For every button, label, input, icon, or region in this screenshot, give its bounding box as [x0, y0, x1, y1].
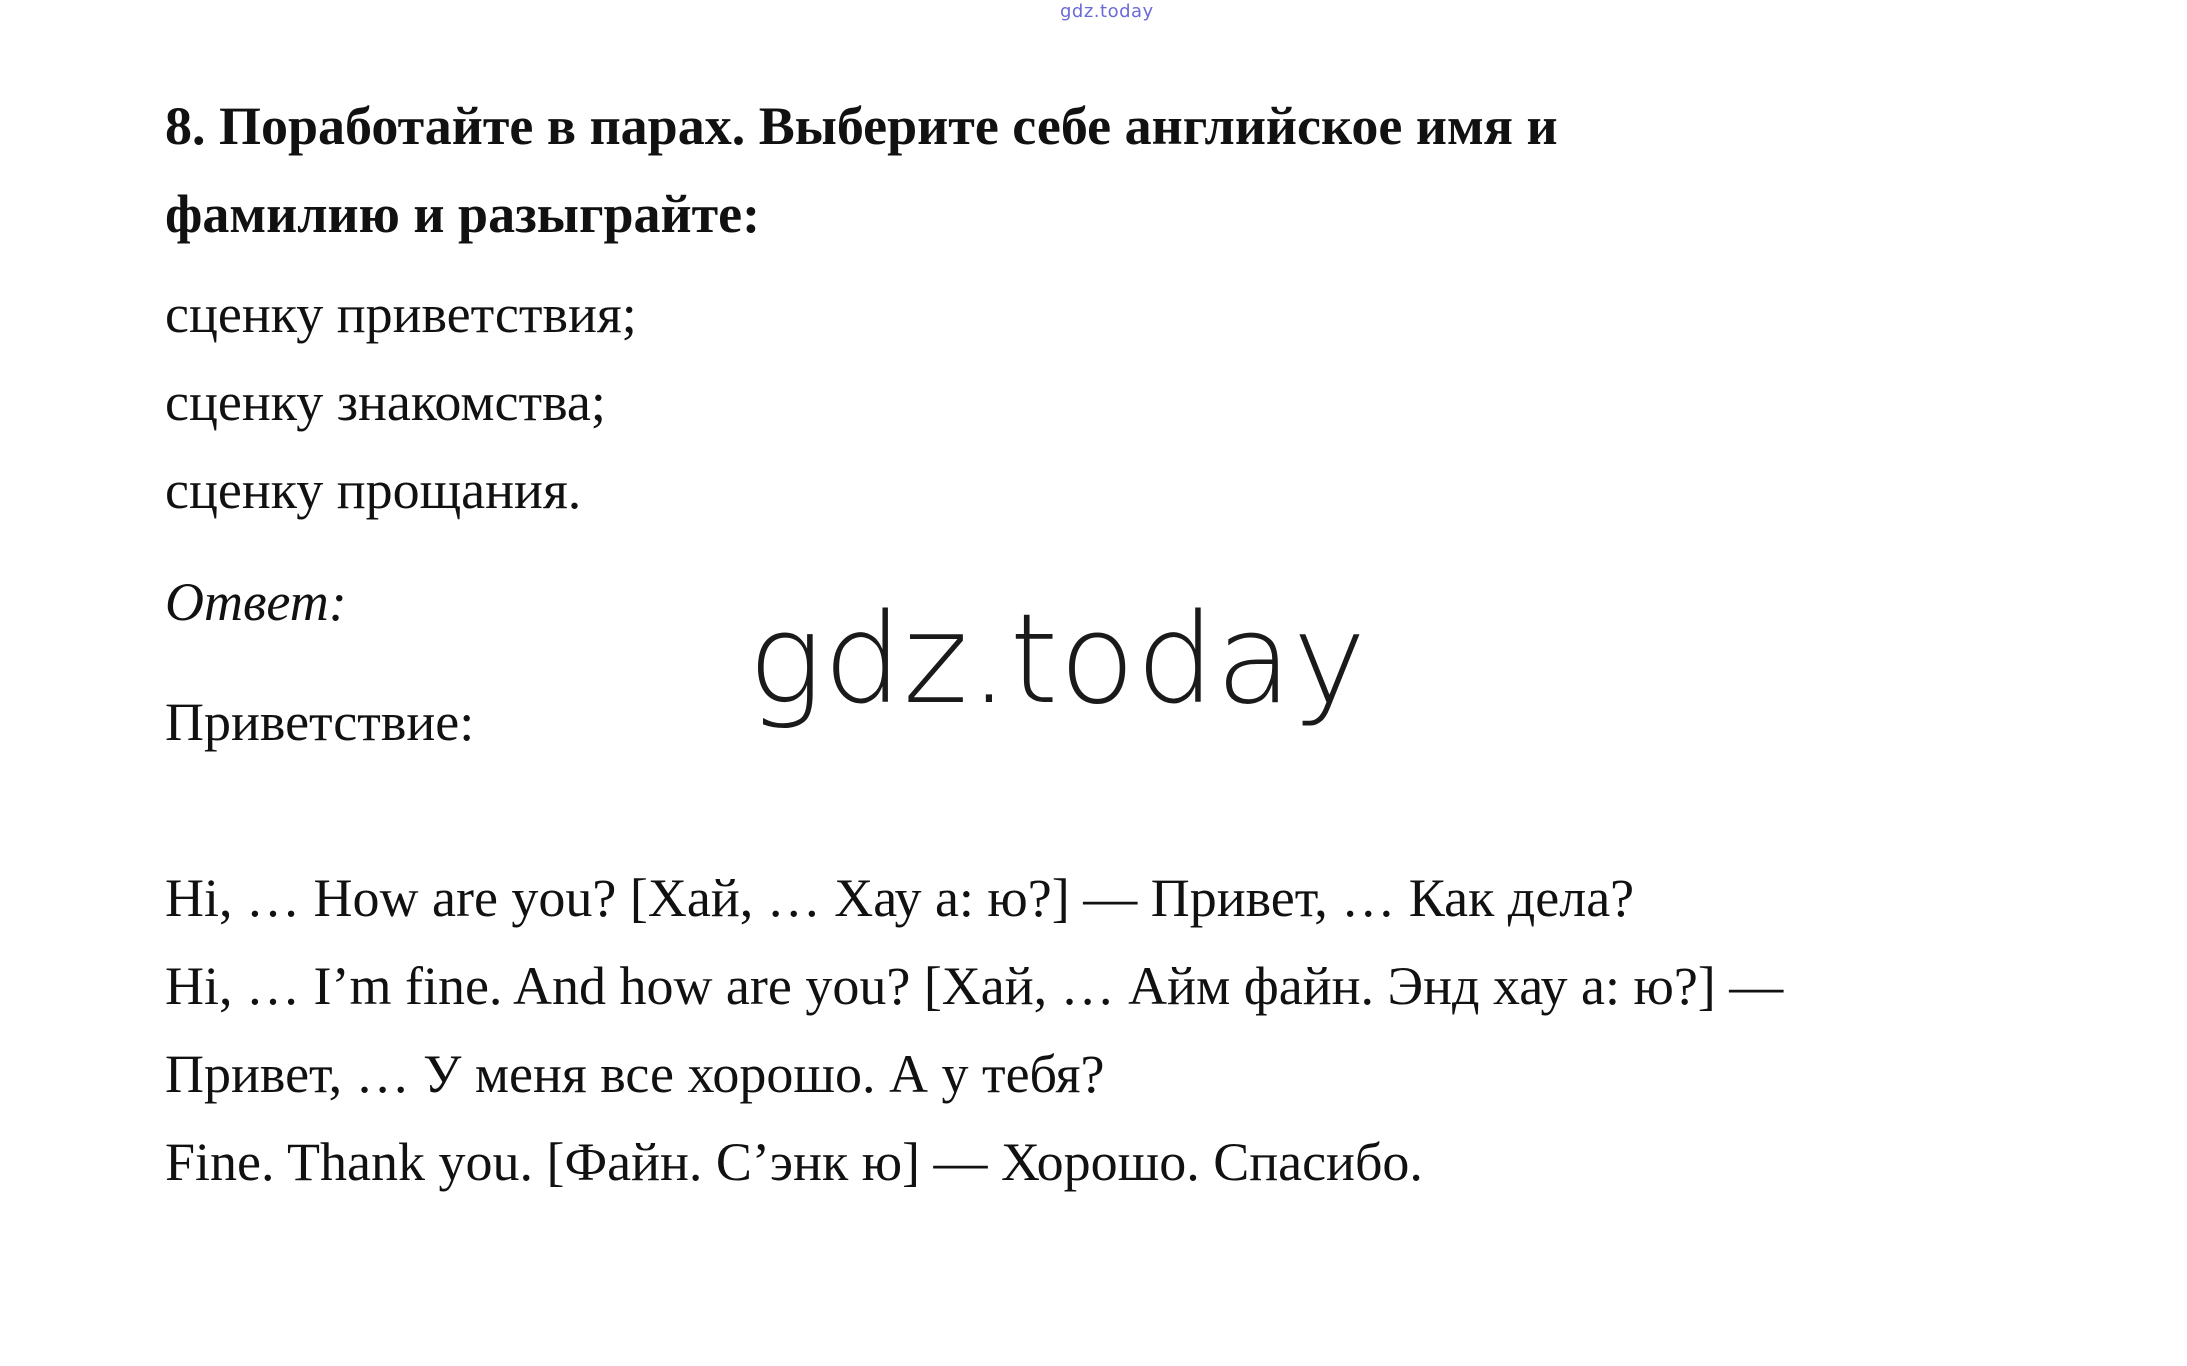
task-heading	[165, 82, 2145, 258]
answer-label: Ответ:	[165, 572, 347, 632]
watermark-large: gdz.today	[748, 588, 1368, 732]
task-item: сценку прощания.	[165, 460, 582, 520]
dialog-line: Привет, … У меня все хорошо. А у тебя?	[165, 1044, 1105, 1104]
task-heading-line-1: 8. Поработайте в парах. Выберите себе английское имя и	[165, 96, 1558, 156]
task-item: сценку приветствия;	[165, 284, 637, 344]
task-heading-line-2: фамилию и разыграйте:	[165, 184, 761, 244]
task-item: сценку знакомства;	[165, 372, 606, 432]
watermark-small: gdz.today	[1060, 1, 1154, 22]
dialog	[165, 854, 2145, 1206]
dialog-line: Fine. Thank you. [Файн. С’энк ю] — Хорошо. Спасибо.	[165, 1132, 1423, 1192]
dialog-line: Hi, … I’m fine. And how are you? [Хай, … Айм файн. Энд хау а: ю?] —	[165, 956, 1784, 1016]
dialog-line: Hi, … How are you? [Хай, … Хау а: ю?] — Привет, … Как дела?	[165, 868, 1635, 928]
task-items	[165, 270, 2145, 534]
section-title: Приветствие:	[165, 692, 475, 752]
